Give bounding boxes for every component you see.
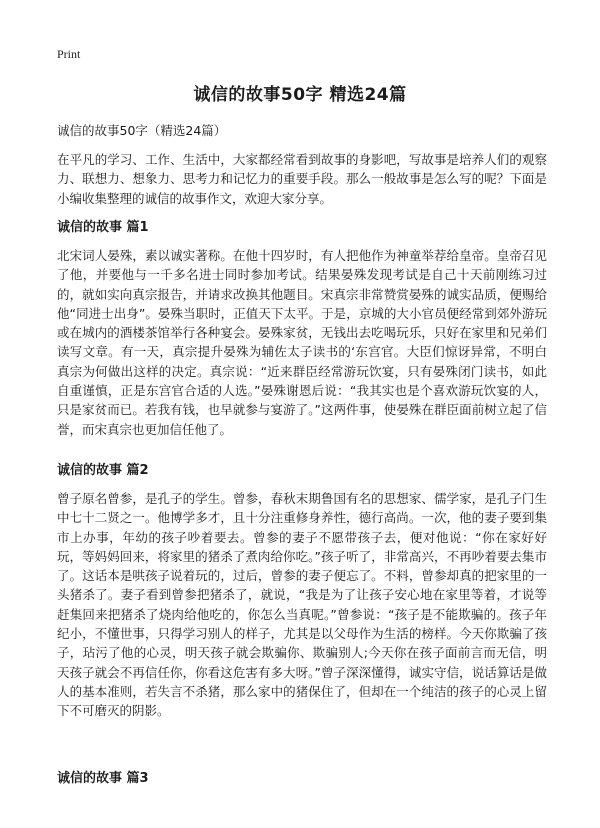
section-body-2: 曾子原名曾参，是孔子的学生。曾参，春秋末期鲁国有名的思想家、儒学家，是孔子门生中七十二贤之一。他博学多才，且十分注重修身养性，德行高尚。一次，他的妻子要到集市上办事，年幼的孩子吵着要去。曾参的妻子不愿带孩子去，便对他说：“你在家好好玩，等妈妈回来，将家里的猪杀了煮肉给你吃。”孩子听了，非常高兴，不再吵着要去集市了。这话本是哄孩子说着玩的，过后，曾参的妻子便忘了。不料，曾参却真的把家里的一头猪杀了。妻子看到曾参把猪杀了，就说，“我是为了让孩子安心地在家里等着，才说等赶集回来把猪杀了烧肉给他吃的，你怎么当真呢。”曾参说：“孩子是不能欺骗的。孩子年纪小，不懂世事，只得学习别人的样子，尤其是以父母作为生活的榜样。今天你欺骗了孩子，玷污了他的心灵，明天孩子就会欺骗你、欺骗别人;今天你在孩子面前言而无信，明天孩子就会不再信任你，你看这危害有多大呀。”曾子深深懂得，诚实守信，说话算话是做人的基本准则，若失言不杀猪，那么家中的猪保住了，但却在一个纯洁的孩子的心灵上留下不可磨灭的阴影。 bbox=[57, 491, 547, 719]
section-heading-1: 诚信的故事 篇1 bbox=[57, 220, 149, 235]
section-heading-2: 诚信的故事 篇2 bbox=[57, 463, 149, 478]
section-heading-3: 诚信的故事 篇3 bbox=[57, 771, 149, 786]
intro-paragraph: 在平凡的学习、工作、生活中，大家都经常看到故事的身影吧，写故事是培养人们的观察力、联想力、想象力、思考力和记忆力的重要手段。那么一般故事是怎么写的呢？下面是小编收集整理的诚信的故事作文，欢迎大家分享。 bbox=[57, 152, 547, 206]
document-subtitle: 诚信的故事50字（精选24篇） bbox=[57, 123, 227, 138]
print-link[interactable]: Print bbox=[57, 47, 81, 61]
section-body-1: 北宋词人晏殊，素以诚实著称。在他十四岁时，有人把他作为神童举荐给皇帝。皇帝召见了他，并要他与一千多名进士同时参加考试。结果晏殊发现考试是自己十天前刚练习过的，就如实向真宗报告，并请求改换其他题目。宋真宗非常赞赏晏殊的诚实品质，便赐给他“同进士出身”。晏殊当职时，正值天下太平。于是，京城的大小官员便经常到郊外游玩或在城内的酒楼茶馆举行各种宴会。晏殊家贫，无钱出去吃喝玩乐，只好在家里和兄弟们读写文章。有一天，真宗提升晏殊为辅佐太子读书的‘东宫官。大臣们惊讶异常，不明白真宗为何做出这样的决定。真宗说：“近来群臣经常游玩饮宴，只有晏殊闭门读书，如此自重谨慎，正是东宫官合适的人选。”晏殊谢恩后说：“我其实也是个喜欢游玩饮宴的人，只是家贫而已。若我有钱，也早就参与宴游了。”这两件事，使晏殊在群臣面前树立起了信誉，而宋真宗也更加信任他了。 bbox=[57, 248, 547, 437]
page-title: 诚信的故事50字 精选24篇 bbox=[193, 85, 407, 105]
